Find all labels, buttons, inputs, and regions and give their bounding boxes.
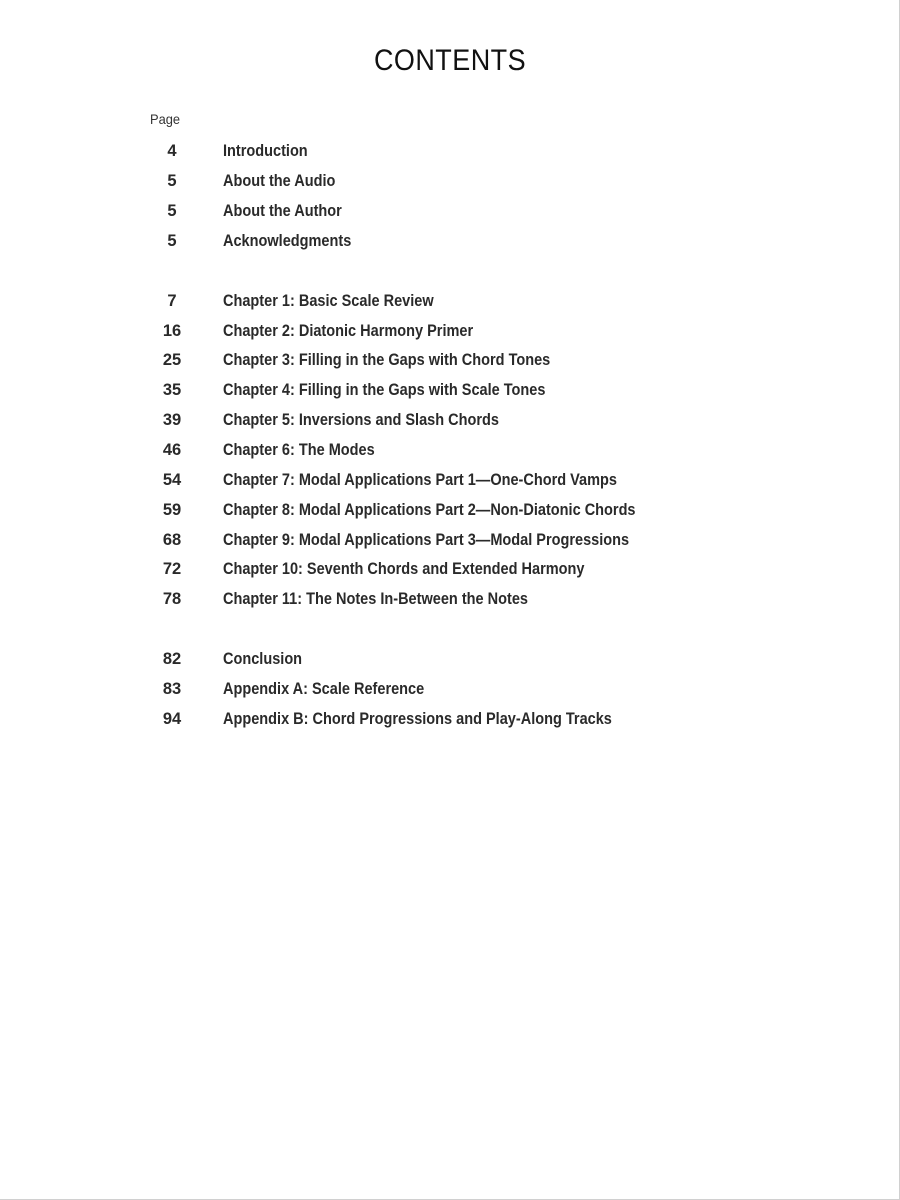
toc-page-number: 83 bbox=[162, 679, 182, 698]
toc-entry-title: Chapter 11: The Notes In-Between the Notes bbox=[223, 590, 528, 609]
toc-entry-title: Appendix B: Chord Progressions and Play-Along Tracks bbox=[223, 709, 612, 728]
toc-entry-title: Chapter 5: Inversions and Slash Chords bbox=[223, 411, 499, 430]
toc-entry-title: About the Audio bbox=[223, 172, 336, 191]
toc-entry bbox=[0, 197, 900, 227]
toc-entry-title: Appendix A: Scale Reference bbox=[223, 679, 425, 698]
toc-page-number: 25 bbox=[162, 351, 182, 370]
toc-entry bbox=[0, 137, 900, 167]
toc-entry bbox=[0, 465, 900, 495]
toc-entry-title: Introduction bbox=[223, 142, 308, 161]
toc-entry bbox=[0, 286, 900, 316]
toc-entry-title: Chapter 1: Basic Scale Review bbox=[223, 291, 434, 310]
toc-entry-title: About the Author bbox=[223, 202, 342, 221]
toc-group-back-matter bbox=[0, 645, 900, 735]
toc-page-number: 94 bbox=[162, 709, 182, 728]
toc-entry bbox=[0, 525, 900, 555]
toc-page-number: 46 bbox=[162, 441, 182, 460]
toc-entry-title: Chapter 6: The Modes bbox=[223, 441, 375, 460]
toc-entry-title: Chapter 10: Seventh Chords and Extended Harmony bbox=[223, 560, 585, 579]
toc-page-number: 5 bbox=[167, 231, 177, 250]
toc-entry bbox=[0, 167, 900, 197]
toc-page-number: 7 bbox=[167, 291, 177, 310]
toc-entry bbox=[0, 316, 900, 346]
toc-entry-title: Conclusion bbox=[223, 650, 303, 669]
toc-entry-title: Chapter 2: Diatonic Harmony Primer bbox=[223, 321, 474, 340]
toc-page-number: 54 bbox=[162, 470, 182, 489]
toc-entry bbox=[0, 555, 900, 585]
toc-entry-title: Chapter 9: Modal Applications Part 3—Modal Progressions bbox=[223, 530, 630, 549]
toc-entry-title: Chapter 7: Modal Applications Part 1—One-Chord Vamps bbox=[223, 470, 617, 489]
toc-page-number: 59 bbox=[162, 500, 182, 519]
toc-entry bbox=[0, 346, 900, 376]
toc-page-number: 39 bbox=[162, 411, 182, 430]
page-column-label: Page bbox=[150, 111, 181, 127]
toc-page-number: 72 bbox=[162, 560, 182, 579]
toc-entry bbox=[0, 406, 900, 436]
toc-entry bbox=[0, 227, 900, 257]
toc-page-number: 68 bbox=[162, 530, 182, 549]
toc-entry bbox=[0, 436, 900, 466]
toc-entry-title: Chapter 4: Filling in the Gaps with Scale Tones bbox=[223, 381, 546, 400]
toc-group-front-matter bbox=[0, 137, 900, 256]
toc-entry bbox=[0, 495, 900, 525]
toc-page-number: 4 bbox=[167, 142, 177, 161]
toc-page-number: 82 bbox=[162, 650, 182, 669]
toc-page-number: 5 bbox=[167, 202, 177, 221]
toc-page-number: 16 bbox=[162, 321, 182, 340]
toc-entry-title: Chapter 3: Filling in the Gaps with Chord Tones bbox=[223, 351, 551, 370]
toc-entry bbox=[0, 704, 900, 734]
toc-entry-title: Acknowledgments bbox=[223, 231, 352, 250]
toc-entry bbox=[0, 585, 900, 615]
toc-entry bbox=[0, 645, 900, 675]
toc-entry bbox=[0, 376, 900, 406]
toc-entry bbox=[0, 675, 900, 705]
table-of-contents bbox=[0, 137, 900, 734]
page-title: CONTENTS bbox=[373, 44, 527, 77]
toc-page-number: 5 bbox=[167, 172, 177, 191]
toc-page-number: 78 bbox=[162, 590, 182, 609]
toc-page-number: 35 bbox=[162, 381, 182, 400]
toc-group-chapters bbox=[0, 286, 900, 614]
toc-entry-title: Chapter 8: Modal Applications Part 2—Non-Diatonic Chords bbox=[223, 500, 636, 519]
